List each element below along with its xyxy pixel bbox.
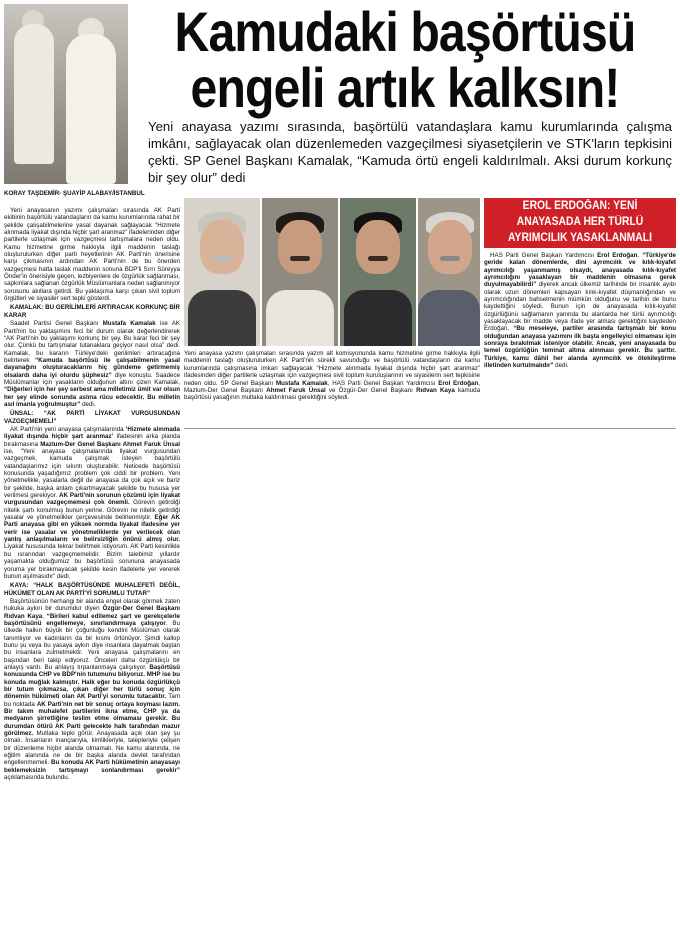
sidebar-title-line: AYRIMCILIK YASAKLANMALI: [508, 232, 652, 244]
subheading-kamalak: KAMALAK: BU GERİLİMLERİ ARTIRACAK KORKUNÇ BİR KARAR: [4, 304, 180, 319]
paragraph: AK Parti'nin yeni anayasa çalışmalarında ‘Hizmete alınmada liyakat dışında hiçbir şart aranmaz’ ifadesinin arka planda bırakmasına Mazlum-Der Genel Başkanı Ahmet Faruk Ünsal ise, “Yeni anayasa çalışmalarında liyakat vurgusundan vazgeçmek, kamuda çalışmak isteyen başörtülü vatandaşlarımız için sıkıntı oluşturabilir. Neticede başörtüsü konusunda yaşadığımız problem çok ciddi bir problem. Yeni yönetmelikle, yasalarla değil de anayasa da çok açık ve bariz bir şekilde, başka anlam çıkartmayacak şekilde bu hususa yer verilmesi gerekiyor. AK Parti'nin sorunun çözümü için liyakat vurgusundan vazgeçmemesi çok önemli. Görevin getirdiği nitelik şartı konulmuş bunun yerine. Görevin ne nitelik getirdiği yasalar ve yönetmelikler çerçevesinde belirlenmiştir. Eğer AK Parti anayasa gibi en yüksek normda liyakat ifadesine yer verir ise yasalar ve yönetmeliklerde yer verilecek olan yanlış anlaşılmaların ve belirsizliğin önünü almış olur. Liyakat hususunda tekrar belirtmek istiyorum. AK Parti kesinlikle bu ısrarından vazgeçmemelidir. Bizim talebimiz yıllardır yaşamakta olduğumuz bu başörtüsü sorununa anayasada yoruma yer bırakmayacak şekilde kesin ifadelerle yer vererek bunun aşılmasıdır” dedi.: [4, 425, 180, 580]
portrait-mustafa-kamalak: [184, 198, 260, 346]
article-column-main: [4, 198, 180, 943]
sidebar-title-line: ANAYASADA HER TÜRLÜ: [516, 216, 644, 228]
headline-line-1: Kamudaki başörtüsü: [174, 0, 636, 63]
photo-headscarf-women: [4, 4, 128, 184]
portrait-ahmet-faruk-unsal: [262, 198, 338, 346]
sidebar-article-erdogan: [484, 252, 676, 432]
headline-line-2: engeli artık kalksın!: [190, 56, 620, 119]
paragraph: Yeni anayasanın yazımı çalışmaları sırasında AK Parti ekibinin başörtülü vatandaşların da kamu kurumlarında rahat bir şekilde çalışabilmelerine yasal dayanak sağlayacak “Hizmete alınmada liyakat dışında hiçbir şart aranmaz” ifadelerinden diğer partilerle uzlaşmak için vazgeçmesi tartışmalara neden oldu. Kamu hizmetine girme hakkıyla ilgili maddenin taslağı oluşturulurken diğer parti heyetlerinin AK Parti'nin önerisine karşı çıkmasının ardından AK Parti'nin de bu önerden vazgeçmesi hatta taslak maddenin sonuna BDP'li Sırrı Süreyya Önder'in önerisiyle geçen, lezbiyenlere de özgürlük sağlanması, sapkınlara sağlanan özgürlük Müslümanlara neden sağlanmıyor sorusunu akıllara getirdi. Bu yaklaşıma karşı çıkan sivil toplum örgütleri ve siyasiler sert tepki gösterdi.: [4, 207, 180, 303]
byline: KORAY TAŞDEMİR- ŞUAYİP ALABAY/İSTANBUL: [4, 190, 145, 197]
paragraph: Başörtüsünün herhangi bir alanda engel olarak görmek zaten hukuka aykırı bir durumdur diyen Özgür-Der Genel Başkanı Rıdvan Kaya, “Birileri kabul edilemez şart ve gerekçelerle başörtüsünü engellemeye, sınırlandırmaya çalışıyor. Bu ülkede halkın büyük bir çoğunluğu kendini Müslüman olarak tanımlıyor ve kadınların da bir kısmı örtünüyor. Şimdi kalkıp bunu şu veya bu yasaya aykırı diye insanlara dayatmak baştan bu insanlara zulmetmektir. Yeni anayasa çalışmalarını en başından beri takip ediyoruz. Önceleri daha özgürlükçü bir anlayış vardı. Bu anlayış tırpanlanmaya çalışılıyor. Başörtüsü konusunda CHP ve BDP'nin tutumunu biliyoruz. MHP ise bu konuda muğlak kalmıştır. Halk eğer bu konuda özgürlükçü bir tutum çıkmazsa, çıkan diğer her türlü sonuç için dönemin hükümeti olan AK Parti'yi sorumlu tutacaktır. Tam bu noktada AK Parti'nin net bir sonuç ortaya koyması lazım. Bir takım muhalefet partilerini ikna etme, CHP ya da medyanın şirretliğine teslim etme olmaması gerekir. Bu durumdan ötürü AK Parti gelecekte halk tarafından mazur görülmez. Mutlaka tepki görür. Anayasada açık olan şey şu olmalı. İnsanların inançlarıyla, kimlikleriyle, talepleriyle çelişen bir düzenleme hiçbir alanda olmamalı. Ne kamu alanında, ne eğitim alanında ne de bir başka alanda devlet tarafından engellenmemeli. Bu konuda AK Parti hükümetinin anayasayı beklemeksizin tartışmayı sonlandırması gerekir” açıklamasında bulundu.: [4, 597, 180, 782]
lede-paragraph: Yeni anayasa yazımı sırasında, başörtülü vatandaşlara kamu kurumlarında çalışma imkânı, sağlayacak olan düzenlemeden vazgeçilmesi siyasetçilerin ve STK'ların tepkisini çekti. SP Genel Başkanı Kamalak, “Kamuda örtü engeli kaldırılmalı. Aksi durum korkunç bir şey olur” dedi: [148, 119, 672, 185]
divider: [184, 428, 676, 429]
sidebar-title-box: [484, 198, 676, 248]
paragraph: HAS Parti Genel Başkan Yardımcısı Erol Erdoğan, “Türkiye'de geride kalan dönemlerde, dini ayrımcılık ve kılık-kıyafet ayrımcılığı yaşanmamış olsaydı, anayasada kılık-kıyafet ayrımcılığını yasaklayan bir maddenin olmasına gerek duyulmayabilirdi” diyerek ancak ülkemiz tarihinde bir insanlık ayıbı olarak uzun dönemleri kapsayan kılık-kıyafet düşmanlığından ve ayrımcılığından bahsetmenin mümkün olduğunu ve tarihin de bunu kaydettiğini söyledi. Bunun için de anayasada kılık-kıyafet özgürlüğünü sağlamanın yanında bu alanlarda her türlü ayrımcılığı yasaklayacak bir madde veya ifade yer alması gerektiğini kaydeden Erdoğan, “Bu meseleye, partiler arasında tartışmalı bir konu olduğundan anayasa yazımını ilk başta engelleyici olmaması için sonraya bırakılmak isteniyor olabilir. Ancak, yeni anayasada bu temel özgürlüğün teminat altına alınması gerekir. Bu şarttır. Türkiye, kamu dâhil her alanda ayrımcılık ve ötekileştirme illetinden kurtulmalıdır” dedi.: [484, 252, 676, 370]
subheading-unsal: ÜNSAL: “AK PARTİ LİYAKAT VURGUSUNDAN VAZGEÇMEMELİ”: [4, 410, 180, 425]
portrait-erol-erdogan: [418, 198, 480, 346]
subheading-kaya: KAYA: “HALK BAŞÖRTÜSÜNDE MUHALEFETİ DEĞİL, HÜKÜMET OLAN AK PARTİ'Yİ SORUMLU TUTAR”: [4, 582, 180, 597]
portrait-ridvan-kaya: [340, 198, 416, 346]
sidebar-title-line: EROL ERDOĞAN: YENİ: [522, 200, 638, 212]
paragraph: Saadet Partisi Genel Başkanı Mustafa Kamalak ise AK Parti'nin bu yaklaşımını feci bir durum olarak değerlendirerek “AK Parti'nin bu yaklaşımı korkunç bir şey. Bu karar feci bir şey olur. Çünkü bu tartışmalar tutanaklara geçiyor nasıl olsa” dedi. Kamalak, bu kararın Türkiye'deki gerilimleri artıracağına belirterek “Kamuda başörtüsü ile çalışabilmenin yasal dayanağını oluşturacaklarını hiç gündeme getirmemiş olsalardı daha iyi olurdu şüphesiz” diye konuştu. Saadece Müslümanlar için yasakların olduğunun altını çizen Kamalak, “Diğerleri için her şey serbest ama milletimiz ümit var olsun her şey elinde sonunda aslına rücu edecektir. Bu milletin asıl imanla yoğrulmuştur” dedi.: [4, 320, 180, 408]
photo-caption: Yeni anayasa yazımı çalışmaları sırasında yazım alt komisyonunda kamu hizmetine girme hakkıyla ilgili maddenin taslağı oluşturulurken AK Parti'nin sürekli savunduğu ve başörtülü vatandaşların da kamu kurumlarında çalışmasına imkan sağlayacak “Hizmete alınmada liyakat dışında hiçbir şart aranmaz” ifadesinden diğer partilerle uzlaşmak için vazgeçmesi sivil toplum kuruluşlarının ve siyasilerin sert tepkisine neden oldu. SP Genel Başkanı Mustafa Kamalak, HAS Parti Genel Başkan Yardımcısı Erol Erdoğan, Mazlum-Der Genel Başkanı Ahmet Faruk Ünsal ve Özgür-Der Genel Başkanı Rıdvan Kaya kamuda başörtüsü yasağının mutlaka kaldırılması gerektiğini söyledi.: [184, 350, 481, 402]
